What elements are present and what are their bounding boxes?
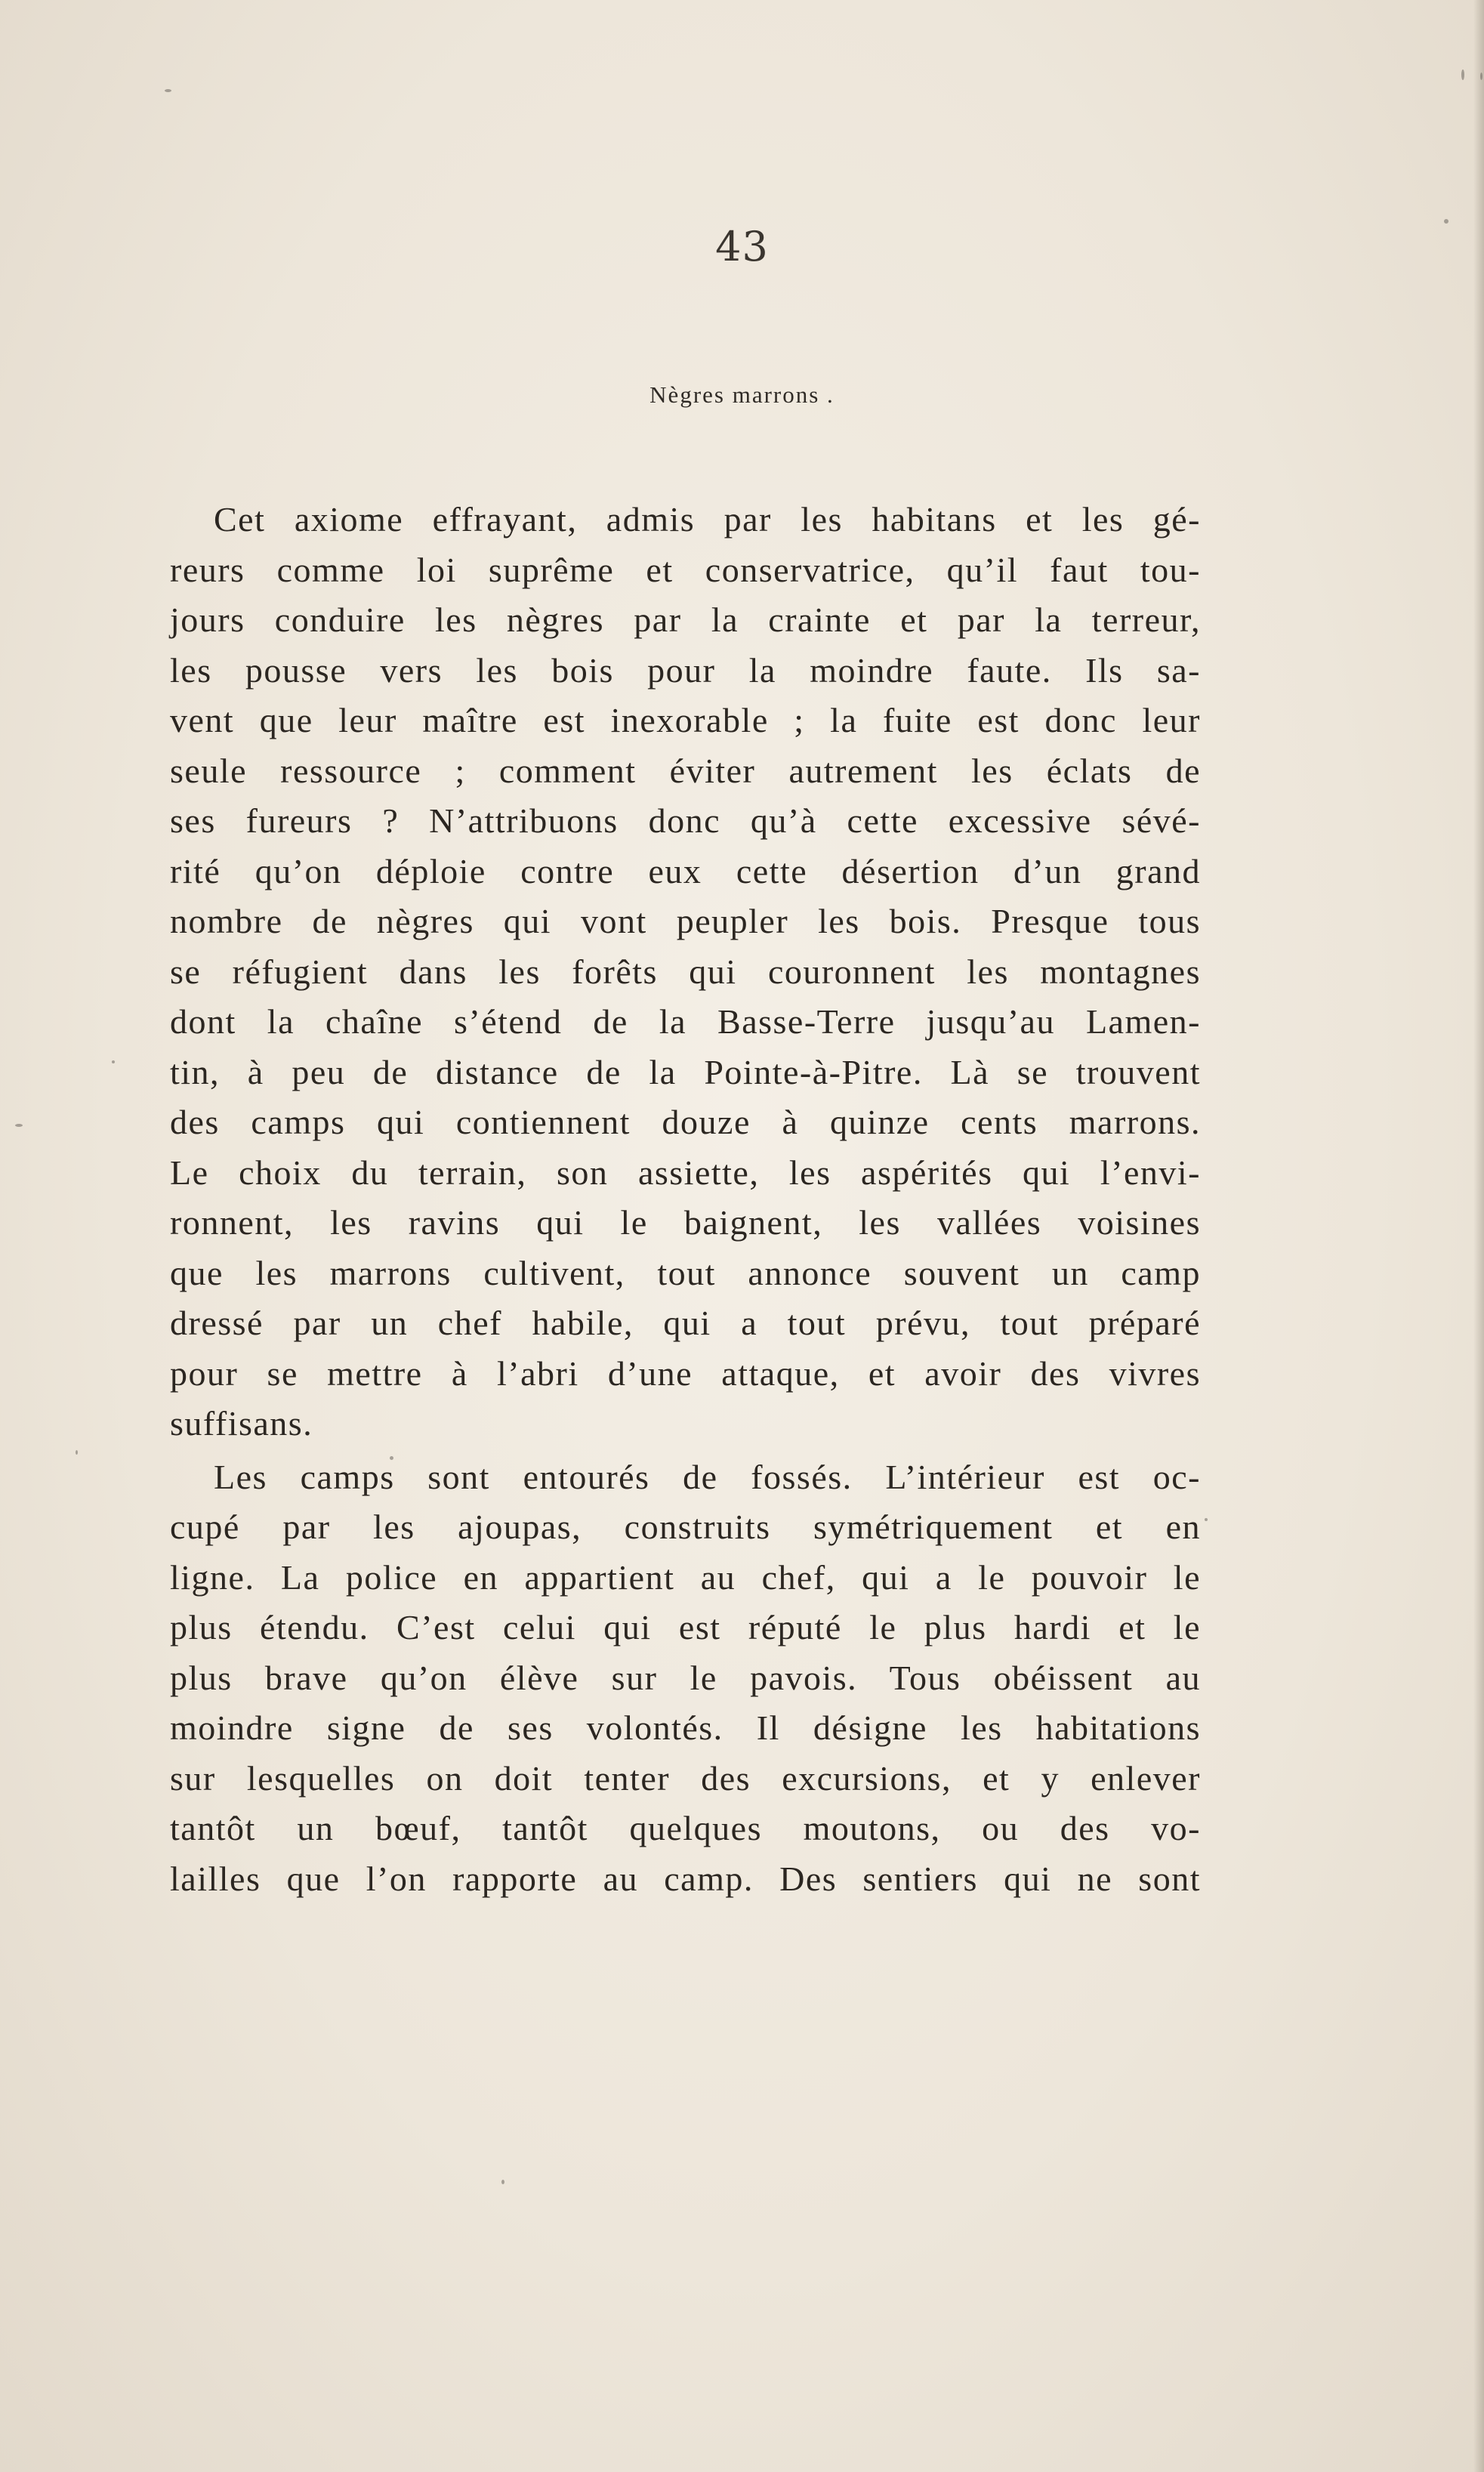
speck (76, 1450, 78, 1455)
text-line: ses fureurs ? N’attribuons donc qu’à cette excessive sévé- (170, 801, 1201, 840)
text-line: les pousse vers les bois pour la moindre faute. Ils sa- (170, 650, 1201, 690)
text-line: Les camps sont entourés de fossés. L’intérieur est oc- (214, 1457, 1201, 1496)
text-line: des camps qui contiennent douze à quinze cents marrons. (170, 1103, 1201, 1141)
text-line: se réfugient dans les forêts qui couronnent les montagnes (170, 952, 1201, 991)
running-head: Nègres marrons . (649, 381, 835, 408)
speck (1205, 1518, 1208, 1521)
body-text (170, 495, 1201, 1904)
speck (1461, 69, 1464, 80)
text-line: dont la chaîne s’étend de la Basse-Terre jusqu’au Lamen- (170, 1002, 1201, 1041)
page-edge-shadow (1473, 0, 1484, 2472)
text-line: dressé par un chef habile, qui a tout prévu, tout préparé (170, 1304, 1201, 1342)
text-line: reurs comme loi suprême et conservatrice, qu’il faut tou- (170, 550, 1201, 589)
text-line: tantôt un bœuf, tantôt quelques moutons, ou des vo- (170, 1809, 1201, 1847)
text-line: lailles que l’on rapporte au camp. Des sentiers qui ne sont (170, 1859, 1201, 1898)
text-line: seule ressource ; comment éviter autrement les éclats de (170, 751, 1201, 790)
text-line: rité qu’on déploie contre eux cette désertion d’un grand (170, 851, 1201, 890)
text-line: cupé par les ajoupas, construits symétriquement et en (170, 1508, 1201, 1546)
text-line: Cet axiome effrayant, admis par les habitans et les gé- (214, 500, 1201, 539)
text-line: pour se mettre à l’abri d’une attaque, et avoir des vivres (170, 1353, 1201, 1393)
text-line: que les marrons cultivent, tout annonce souvent un camp (170, 1253, 1201, 1292)
text-line: plus étendu. C’est celui qui est réputé le plus hardi et le (170, 1608, 1201, 1646)
speck (1480, 73, 1482, 80)
text-line: suffisans. (170, 1404, 313, 1443)
text-line: sur lesquelles on doit tenter des excursions, et y enlever (170, 1758, 1201, 1798)
speck (15, 1124, 23, 1127)
speck (112, 1060, 115, 1063)
text-line: ronnent, les ravins qui le baignent, les vallées voisines (170, 1203, 1201, 1242)
text-line: jours conduire les nègres par la crainte et par la terreur, (170, 600, 1201, 639)
text-line: plus brave qu’on élève sur le pavois. Tous obéissent au (170, 1658, 1201, 1697)
page-number: 43 (715, 223, 769, 270)
text-line: nombre de nègres qui vont peupler les bois. Presque tous (170, 902, 1201, 940)
text-line: vent que leur maître est inexorable ; la fuite est donc leur (170, 701, 1201, 739)
text-line: moindre signe de ses volontés. Il désigne les habitations (170, 1708, 1201, 1747)
text-line: Le choix du terrain, son assiette, les aspérités qui l’envi- (170, 1153, 1201, 1192)
speck (501, 2180, 504, 2184)
text-line: ligne. La police en appartient au chef, qui a le pouvoir le (170, 1557, 1201, 1597)
speck (165, 89, 171, 92)
text-line: tin, à peu de distance de la Pointe-à-Pitre. Là se trouvent (170, 1052, 1201, 1091)
